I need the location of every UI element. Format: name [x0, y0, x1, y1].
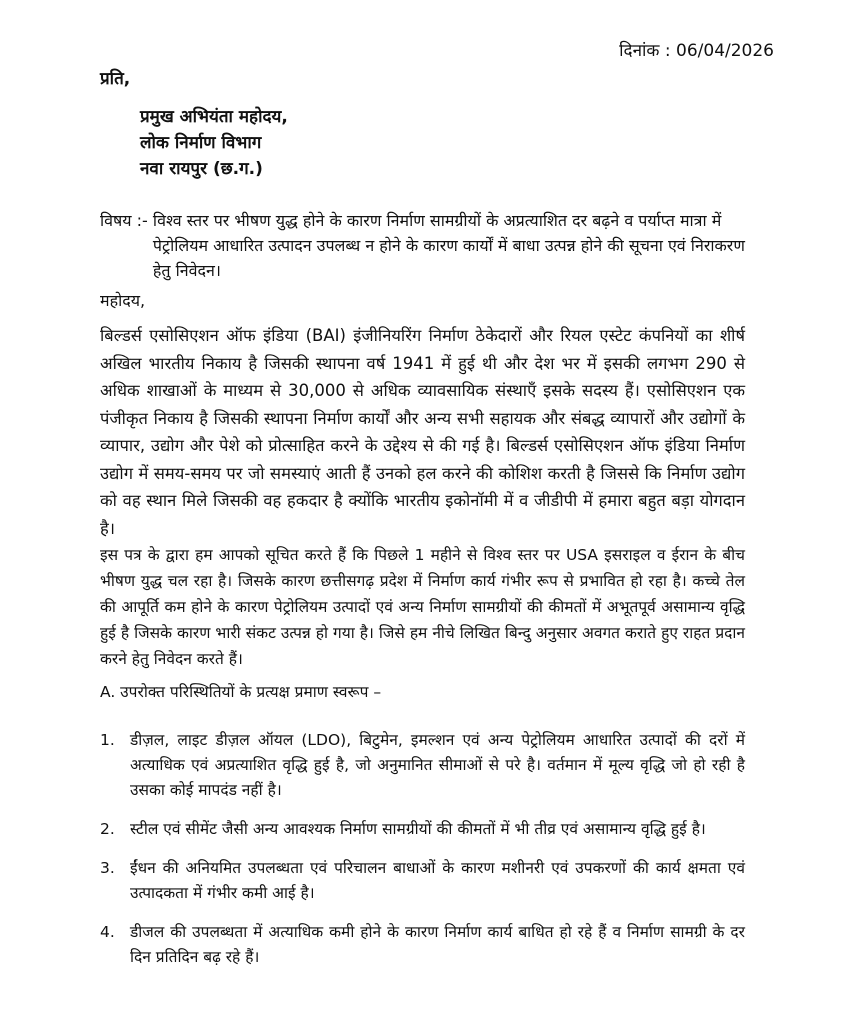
salutation: महोदय,: [100, 291, 146, 310]
item-text: स्टील एवं सीमेंट जैसी अन्य आवश्यक निर्माण सामग्रीयों की कीमतों में भी तीव्र एवं असामान्य वृद्धि हुई है।: [130, 820, 706, 838]
subject: [100, 208, 745, 283]
list-item: [100, 856, 745, 906]
section-a-heading: A. उपरोक्त परिस्थितियों के प्रत्यक्ष प्रमाण स्वरूप –: [100, 683, 382, 701]
paragraph-intro: बिल्डर्स एसोसिएशन ऑफ इंडिया (BAI) इंजीनियरिंग निर्माण ठेकेदारों और रियल एस्टेट कंपनियों का शीर्ष अखिल भारतीय निकाय है जिसकी स्थापना वर्ष 1941 में हुई थी और देश भर में इसकी लगभग 290 से अधिक शाखाओं के माध्यम से 30,000 से अधिक व्यावसायिक संस्थाएँ इसके सदस्य हैं। एसोसिएशन एक पंजीकृत निकाय है जिसकी स्थापना निर्माण कार्यों और अन्य सभी सहायक और संबद्ध व्यापारों और उद्योगों के व्यापार, उद्योग और पेशे को प्रोत्साहित करने के उद्देश्य से की गई है। बिल्डर्स एसोसिएशन ऑफ इंडिया निर्माण उद्योग में समय-समय पर जो समस्याएं आती हैं उनको हल करने की कोशिश करती है जिससे कि निर्माण उद्योग को वह स्थान मिले जिसकी वह हकदार है क्योंकि भारतीय इकोनॉमी में व जीडीपी में हमारा बहुत बड़ा योगदान है।: [100, 326, 745, 538]
item-text: ईंधन की अनियमित उपलब्धता एवं परिचालन बाधाओं के कारण मशीनरी एवं उपकरणों की कार्य क्षमता एवं उत्पादकता में गंभीर कमी आई है।: [130, 859, 745, 902]
item-number: 4.: [100, 923, 115, 941]
subject-label: विषय :-: [100, 211, 148, 230]
addressee-line: लोक निर्माण विभाग: [140, 133, 262, 153]
list-item: [100, 920, 745, 970]
list-item: [100, 728, 745, 803]
to-label: प्रति,: [100, 69, 131, 89]
item-number: 2.: [100, 820, 115, 838]
paragraph-notice: इस पत्र के द्वारा हम आपको सूचित करते हैं कि पिछले 1 महीने से विश्व स्तर पर USA इसराइल व ईरान के बीच भीषण युद्ध चल रहा है। जिसके कारण छत्तीसगढ़ प्रदेश में निर्माण कार्य गंभीर रूप से प्रभावित हो रहा है। कच्चे तेल की आपूर्ति कम होने के कारण पेट्रोलियम उत्पादों एवं अन्य निर्माण सामग्रीयों की कीमतों में अभूतपूर्व असामान्य वृद्धि हुई है जिसके कारण भारी संकट उत्पन्न हो गया है। जिसे हम नीचे लिखित बिन्दु अनुसार अवगत कराते हुए राहत प्रदान करने हेतु निवेदन करते हैं।: [100, 546, 745, 668]
addressee-block: [140, 104, 288, 182]
item-text: डीज़ल, लाइट डीज़ल ऑयल (LDO), बिटुमेन, इमल्शन एवं अन्य पेट्रोलियम आधारित उत्पादों की दरों में अत्याधिक एवं अप्रत्याशित वृद्धि हुई है, जो अनुमानित सीमाओं से परे है। वर्तमान में मूल्य वृद्धि जो हो रही है उसका कोई मापदंड नहीं है।: [130, 731, 745, 799]
item-number: 3.: [100, 859, 115, 877]
item-number: 1.: [100, 731, 115, 749]
list-item: [100, 817, 745, 842]
letter-date: दिनांक : 06/04/2026: [619, 41, 774, 61]
addressee-line: नवा रायपुर (छ.ग.): [140, 159, 263, 179]
points-list: [100, 728, 745, 984]
item-text: डीजल की उपलब्धता में अत्याधिक कमी होने के कारण निर्माण कार्य बाधित हो रहे हैं व निर्माण सामग्री के दर दिन प्रतिदिन बढ़ रहे हैं।: [130, 923, 745, 966]
addressee-line: प्रमुख अभियंता महोदय,: [140, 107, 288, 127]
subject-text: विश्व स्तर पर भीषण युद्ध होने के कारण निर्माण सामग्रीयों के अप्रत्याशित दर बढ़ने व पर्याप्त मात्रा में पेट्रोलियम आधारित उत्पादन उपलब्ध न होने के कारण कार्यों में बाधा उत्पन्न होने की सूचना एवं निराकरण हेतु निवेदन।: [152, 211, 745, 280]
